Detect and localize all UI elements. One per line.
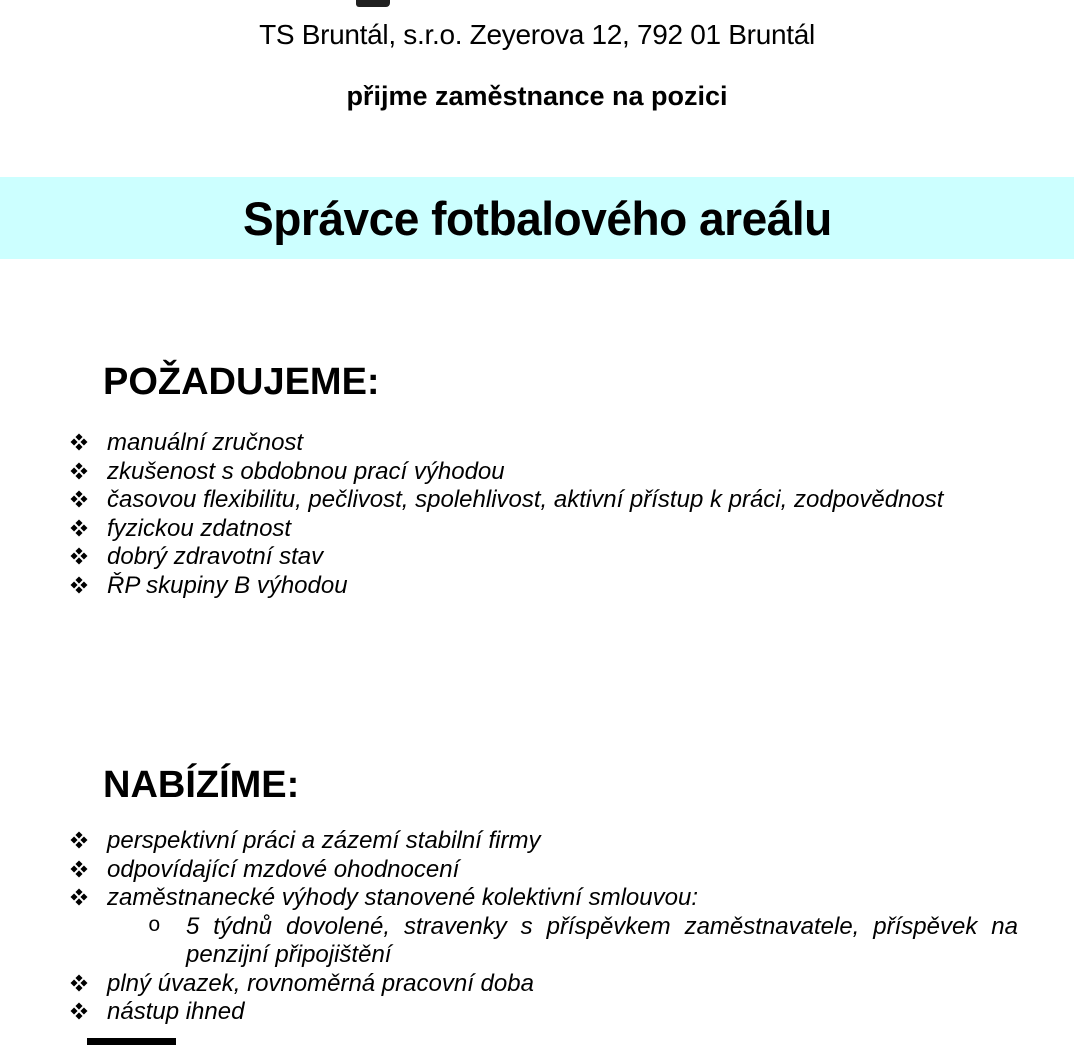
four-diamond-bullet-icon (71, 434, 88, 451)
bullet-box (70, 827, 107, 856)
bullet-box (70, 998, 107, 1027)
top-edge-artifact (356, 0, 390, 7)
list-item-text: časovou flexibilitu, pečlivost, spolehlivost, aktivní přístup k práci, zodpovědnost (107, 486, 944, 513)
bullet-box (70, 543, 107, 572)
list-item-text: manuální zručnost (107, 429, 304, 456)
bullet-box (70, 856, 107, 885)
four-diamond-bullet-icon (71, 974, 88, 991)
list-item (70, 429, 1018, 458)
list-item-text: fyzickou zdatnost (107, 514, 292, 542)
list-item (70, 458, 1018, 487)
list-item (70, 572, 1018, 601)
bullet-box (70, 970, 107, 999)
intro-line: přijme zaměstnance na pozici (346, 81, 728, 111)
sub-list-item-text (186, 913, 1018, 970)
sub-item-line-1: 5 týdnů dovolené, stravenky s příspěvkem zaměstnavatele, příspěvek na (186, 912, 1018, 940)
four-diamond-bullet-icon (71, 576, 88, 593)
list-item-text: dobrý zdravotní stav (107, 543, 324, 570)
offer-list (70, 827, 1018, 1027)
bullet-box (70, 458, 107, 487)
bullet-box (70, 515, 107, 544)
four-diamond-bullet-icon (71, 519, 88, 536)
list-item-text: zkušenost s obdobnou prací výhodou (107, 457, 505, 485)
sub-list-item (146, 913, 1018, 970)
list-item (70, 856, 1018, 885)
four-diamond-bullet-icon (71, 548, 88, 565)
bottom-edge-artifact (87, 1038, 176, 1045)
bullet-box (70, 429, 107, 458)
bullet-box (70, 884, 107, 913)
requirements-heading: POŽADUJEME: (103, 361, 380, 403)
list-item (70, 543, 1018, 572)
list-item (70, 515, 1018, 544)
list-item-text: odpovídající mzdové ohodnocení (107, 855, 460, 883)
four-diamond-bullet-icon (71, 889, 88, 906)
company-address-line: TS Bruntál, s.r.o. Zeyerova 12, 792 01 Bruntál (259, 19, 815, 50)
four-diamond-bullet-icon (71, 832, 88, 849)
list-item-text: nástup ihned (107, 998, 245, 1025)
list-item-text: perspektivní práci a zázemí stabilní firmy (107, 827, 541, 854)
sub-item-line-2: penzijní připojištění (186, 941, 392, 968)
position-banner (0, 177, 1074, 259)
four-diamond-bullet-icon (71, 860, 88, 877)
offer-heading: NABÍZÍME: (103, 764, 300, 806)
list-item (70, 884, 1018, 913)
four-diamond-bullet-icon (71, 491, 88, 508)
list-item (70, 486, 1018, 515)
list-item-text: zaměstnanecké výhody stanovené kolektivní smlouvou: (107, 884, 698, 911)
list-item (70, 998, 1018, 1027)
list-item (70, 970, 1018, 999)
four-diamond-bullet-icon (71, 1003, 88, 1020)
bullet-box (70, 486, 107, 515)
four-diamond-bullet-icon (71, 462, 88, 479)
bullet-box (70, 572, 107, 601)
list-item-text: plný úvazek, rovnoměrná pracovní doba (107, 969, 534, 997)
position-title: Správce fotbalového areálu (242, 191, 832, 245)
circle-sub-bullet: o (148, 914, 161, 938)
list-item-text: ŘP skupiny B výhodou (107, 571, 348, 599)
list-item (70, 827, 1018, 856)
requirements-list (70, 429, 1018, 600)
